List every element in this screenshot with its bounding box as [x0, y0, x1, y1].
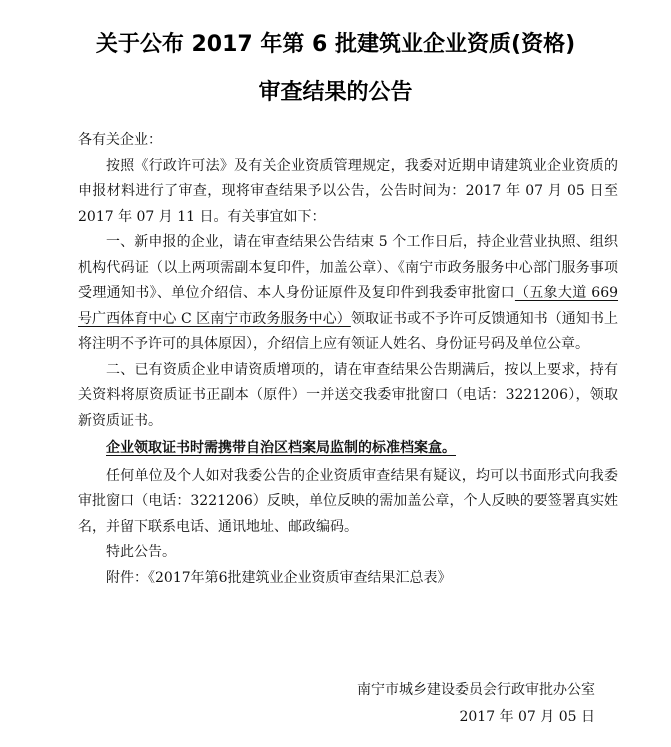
- paragraph-new-applicants: [78, 230, 618, 358]
- greeting: 各有关企业：: [78, 132, 162, 148]
- attachment-line: 附件：《2017年第6批建筑业企业资质审查结果汇总表》: [106, 569, 452, 586]
- closing-statement: 特此公告。: [106, 544, 176, 560]
- signature-organization: 南宁市城乡建设委员会行政审批办公室: [357, 682, 595, 698]
- announcement-body: [78, 128, 618, 591]
- paragraph-new-applicants-post: 领取证书或不予许可反馈通知书（通知书上将注明不予许可的具体原因），介绍信上应有领证人姓名、身份证号码及单位公章。: [78, 310, 618, 352]
- title-line-2: 审查结果的公告: [258, 80, 413, 105]
- paragraph-existing-applicants: 二、已有资质企业申请资质增项的，请在审查结果公告期满后，按以上要求，持有关资料将原资质证书正副本（原件）一并送交我委审批窗口（电话：3221206），领取新资质证书。: [78, 361, 618, 429]
- paragraph-objections: 任何单位及个人如对我委公告的企业资质审查结果有疑议，均可以书面形式向我委审批窗口（电话：3221206）反映，单位反映的需加盖公章，个人反映的要签署真实姓名，并留下联系电话、通讯地址、邮政编码。: [78, 467, 618, 535]
- paragraph-new-applicants-pre: 一、新申报的企业，请在审查结果公告结束 5 个工作日后，持企业营业执照、组织机构代码证（以上两项需副本复印件，加盖公章）、《南宁市政务服务中心部门服务事项受理通知书》、单位介绍信、本人身份证原件及复印件到我委审批窗口: [78, 234, 618, 301]
- service-center-address: （五象大道 669 号广西体育中心 C 区南宁市政务服务中心）: [78, 285, 619, 327]
- archive-box-note: 企业领取证书时需携带自治区档案局监制的标准档案盒。: [106, 440, 456, 456]
- title-line-1: 关于公布 2017 年第 6 批建筑业企业资质(资格): [95, 32, 576, 57]
- paragraph-intro: 按照《行政许可法》及有关企业资质管理规定，我委对近期申请建筑业企业资质的申报材料进行了审查，现将审查结果予以公告，公告时间为：2017 年 07 月 05 日至 2017 年 07 月 11 日。有关事宜如下：: [78, 157, 618, 225]
- signature-date: 2017 年 07 月 05 日: [459, 709, 595, 725]
- archive-box-note-line: [78, 436, 618, 462]
